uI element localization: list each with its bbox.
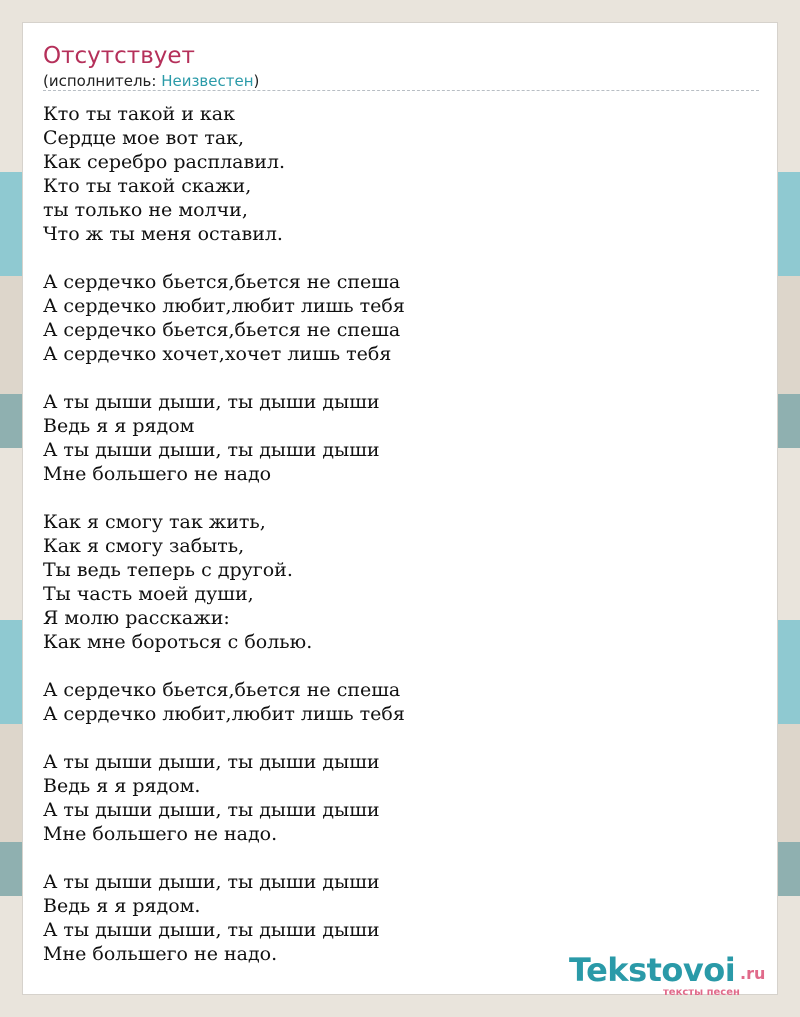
lyrics-line: ты только не молчи, — [43, 199, 248, 221]
lyrics-text — [43, 102, 759, 990]
lyrics-line: Как я смогу так жить, — [43, 511, 266, 533]
artist-prefix: (исполнитель: — [43, 72, 162, 90]
lyrics-line: Как мне бороться с болью. — [43, 631, 313, 653]
site-logo[interactable] — [569, 951, 779, 999]
lyrics-line: Ведь я я рядом. — [43, 775, 201, 797]
lyrics-line: А ты дыши дыши, ты дыши дыши — [43, 871, 380, 893]
lyrics-line: Ты ведь теперь с другой. — [43, 559, 293, 581]
lyrics-stanza — [43, 102, 759, 246]
lyrics-card — [22, 22, 778, 998]
lyrics-line: А сердечко бьется,бьется не спеша — [43, 319, 401, 341]
lyrics-line: Мне большего не надо. — [43, 943, 278, 965]
song-title: Отсутствует — [43, 43, 195, 69]
lyrics-line: Сердце мое вот так, — [43, 127, 245, 149]
lyrics-line: А ты дыши дыши, ты дыши дыши — [43, 751, 380, 773]
lyrics-line: А ты дыши дыши, ты дыши дыши — [43, 919, 380, 941]
artist-suffix: ) — [253, 72, 260, 90]
lyrics-line: Мне большего не надо. — [43, 823, 278, 845]
lyrics-line: Я молю расскажи: — [43, 607, 230, 629]
artist-link[interactable]: Неизвестен — [161, 72, 254, 90]
lyrics-line: А ты дыши дыши, ты дыши дыши — [43, 799, 380, 821]
lyrics-line: Мне большего не надо — [43, 463, 272, 485]
lyrics-line: А ты дыши дыши, ты дыши дыши — [43, 439, 380, 461]
lyrics-line: А сердечко любит,любит лишь тебя — [43, 295, 405, 317]
lyrics-line: А ты дыши дыши, ты дыши дыши — [43, 391, 380, 413]
logo-domain: .ru — [740, 964, 766, 983]
lyrics-stanza — [43, 750, 759, 846]
lyrics-line: Что ж ты меня оставил. — [43, 223, 283, 245]
lyrics-line: Ты часть моей души, — [43, 583, 254, 605]
lyrics-line: А сердечко бьется,бьется не спеша — [43, 679, 401, 701]
logo-wordmark: Tekstovoi — [569, 951, 736, 989]
lyrics-stanza — [43, 678, 759, 726]
lyrics-stanza — [43, 270, 759, 366]
lyrics-line: Как я смогу забыть, — [43, 535, 245, 557]
lyrics-stanza — [43, 510, 759, 654]
lyrics-line: А сердечко хочет,хочет лишь тебя — [43, 343, 392, 365]
artist-line — [43, 72, 259, 90]
lyrics-line: Кто ты такой и как — [43, 103, 236, 125]
title-divider — [43, 90, 759, 91]
lyrics-line: Ведь я я рядом — [43, 415, 195, 437]
lyrics-stanza — [43, 390, 759, 486]
lyrics-line: Ведь я я рядом. — [43, 895, 201, 917]
lyrics-line: Как серебро расплавил. — [43, 151, 285, 173]
lyrics-line: Кто ты такой скажи, — [43, 175, 252, 197]
logo-tagline: тексты песен — [663, 987, 740, 998]
lyrics-line: А сердечко любит,любит лишь тебя — [43, 703, 405, 725]
lyrics-line: А сердечко бьется,бьется не спеша — [43, 271, 401, 293]
